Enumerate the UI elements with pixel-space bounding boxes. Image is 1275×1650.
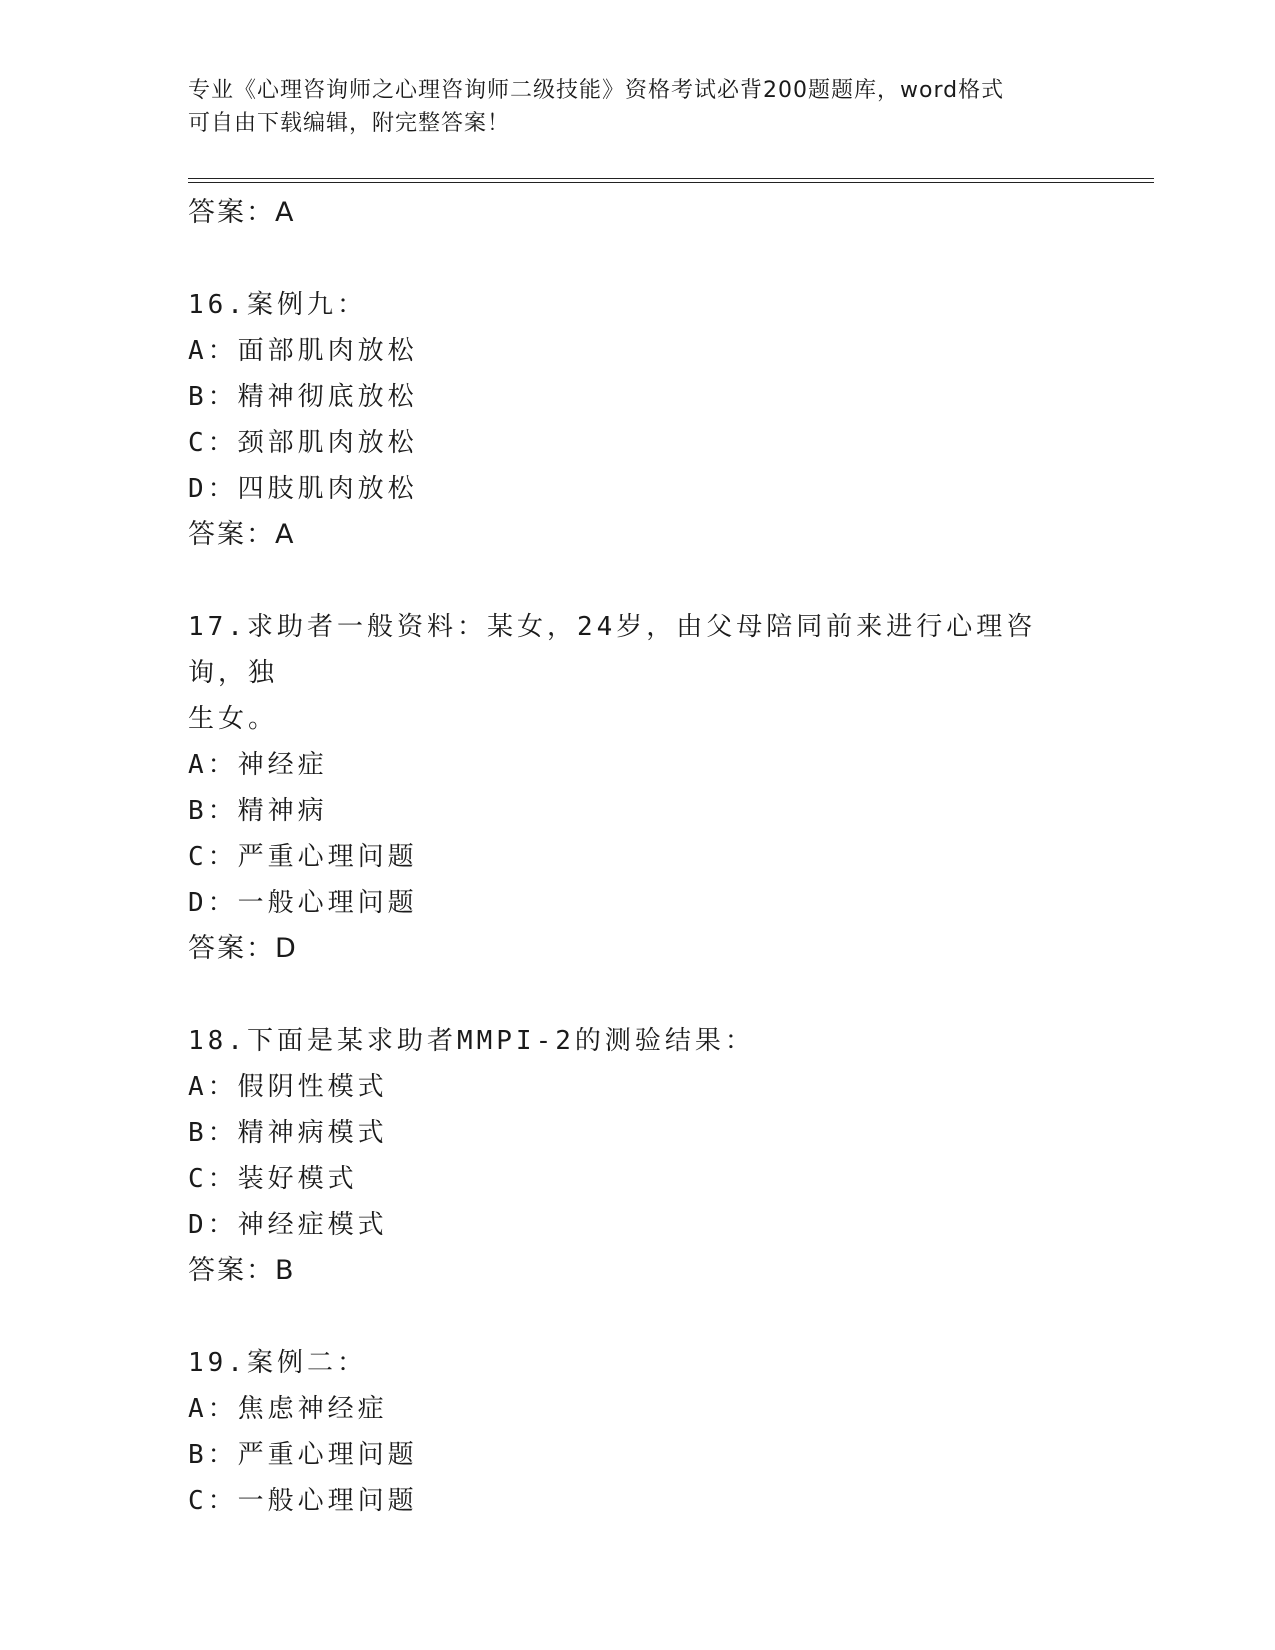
page-header xyxy=(188,74,1088,140)
option-b: B：严重心理问题 xyxy=(188,1440,418,1470)
option-c: C：装好模式 xyxy=(188,1164,358,1194)
question-stem: 18.下面是某求助者MMPI-2的测验结果： xyxy=(188,1026,755,1056)
option-b: B：精神病模式 xyxy=(188,1118,388,1148)
option-d: D：神经症模式 xyxy=(188,1210,388,1240)
option-d: D：一般心理问题 xyxy=(188,888,418,918)
option-b: B：精神彻底放松 xyxy=(188,382,418,412)
question-17 xyxy=(188,604,1088,972)
option-a: A：焦虑神经症 xyxy=(188,1394,388,1424)
option-d: D：四肢肌肉放松 xyxy=(188,474,418,504)
answer-line: 答案：B xyxy=(188,1255,296,1286)
question-stem: 17.求助者一般资料：某女，24岁，由父母陪同前来进行心理咨询，独 xyxy=(188,612,1037,688)
option-c: C：严重心理问题 xyxy=(188,842,418,872)
option-a: A：面部肌肉放松 xyxy=(188,336,418,366)
option-c: C：颈部肌肉放松 xyxy=(188,428,418,458)
header-line-1: 专业《心理咨询师之心理咨询师二级技能》资格考试必背200题题库，word格式 xyxy=(188,78,1005,103)
question-16 xyxy=(188,282,1088,558)
answer-line: 答案：A xyxy=(188,519,296,550)
option-b: B：精神病 xyxy=(188,796,328,826)
question-stem-continued: 生女。 xyxy=(188,704,279,734)
answer-line: 答案：D xyxy=(188,933,298,964)
header-divider xyxy=(188,178,1154,183)
question-19 xyxy=(188,1340,1088,1524)
option-a: A：假阴性模式 xyxy=(188,1072,388,1102)
question-stem: 19.案例二： xyxy=(188,1348,367,1378)
question-18 xyxy=(188,1018,1088,1294)
option-c: C：一般心理问题 xyxy=(188,1486,418,1516)
question-list xyxy=(188,190,1088,1524)
header-line-2: 可自由下载编辑，附完整答案！ xyxy=(188,111,511,136)
option-a: A：神经症 xyxy=(188,750,328,780)
answer-line: 答案：A xyxy=(188,197,296,228)
question-stem: 16.案例九： xyxy=(188,290,367,320)
